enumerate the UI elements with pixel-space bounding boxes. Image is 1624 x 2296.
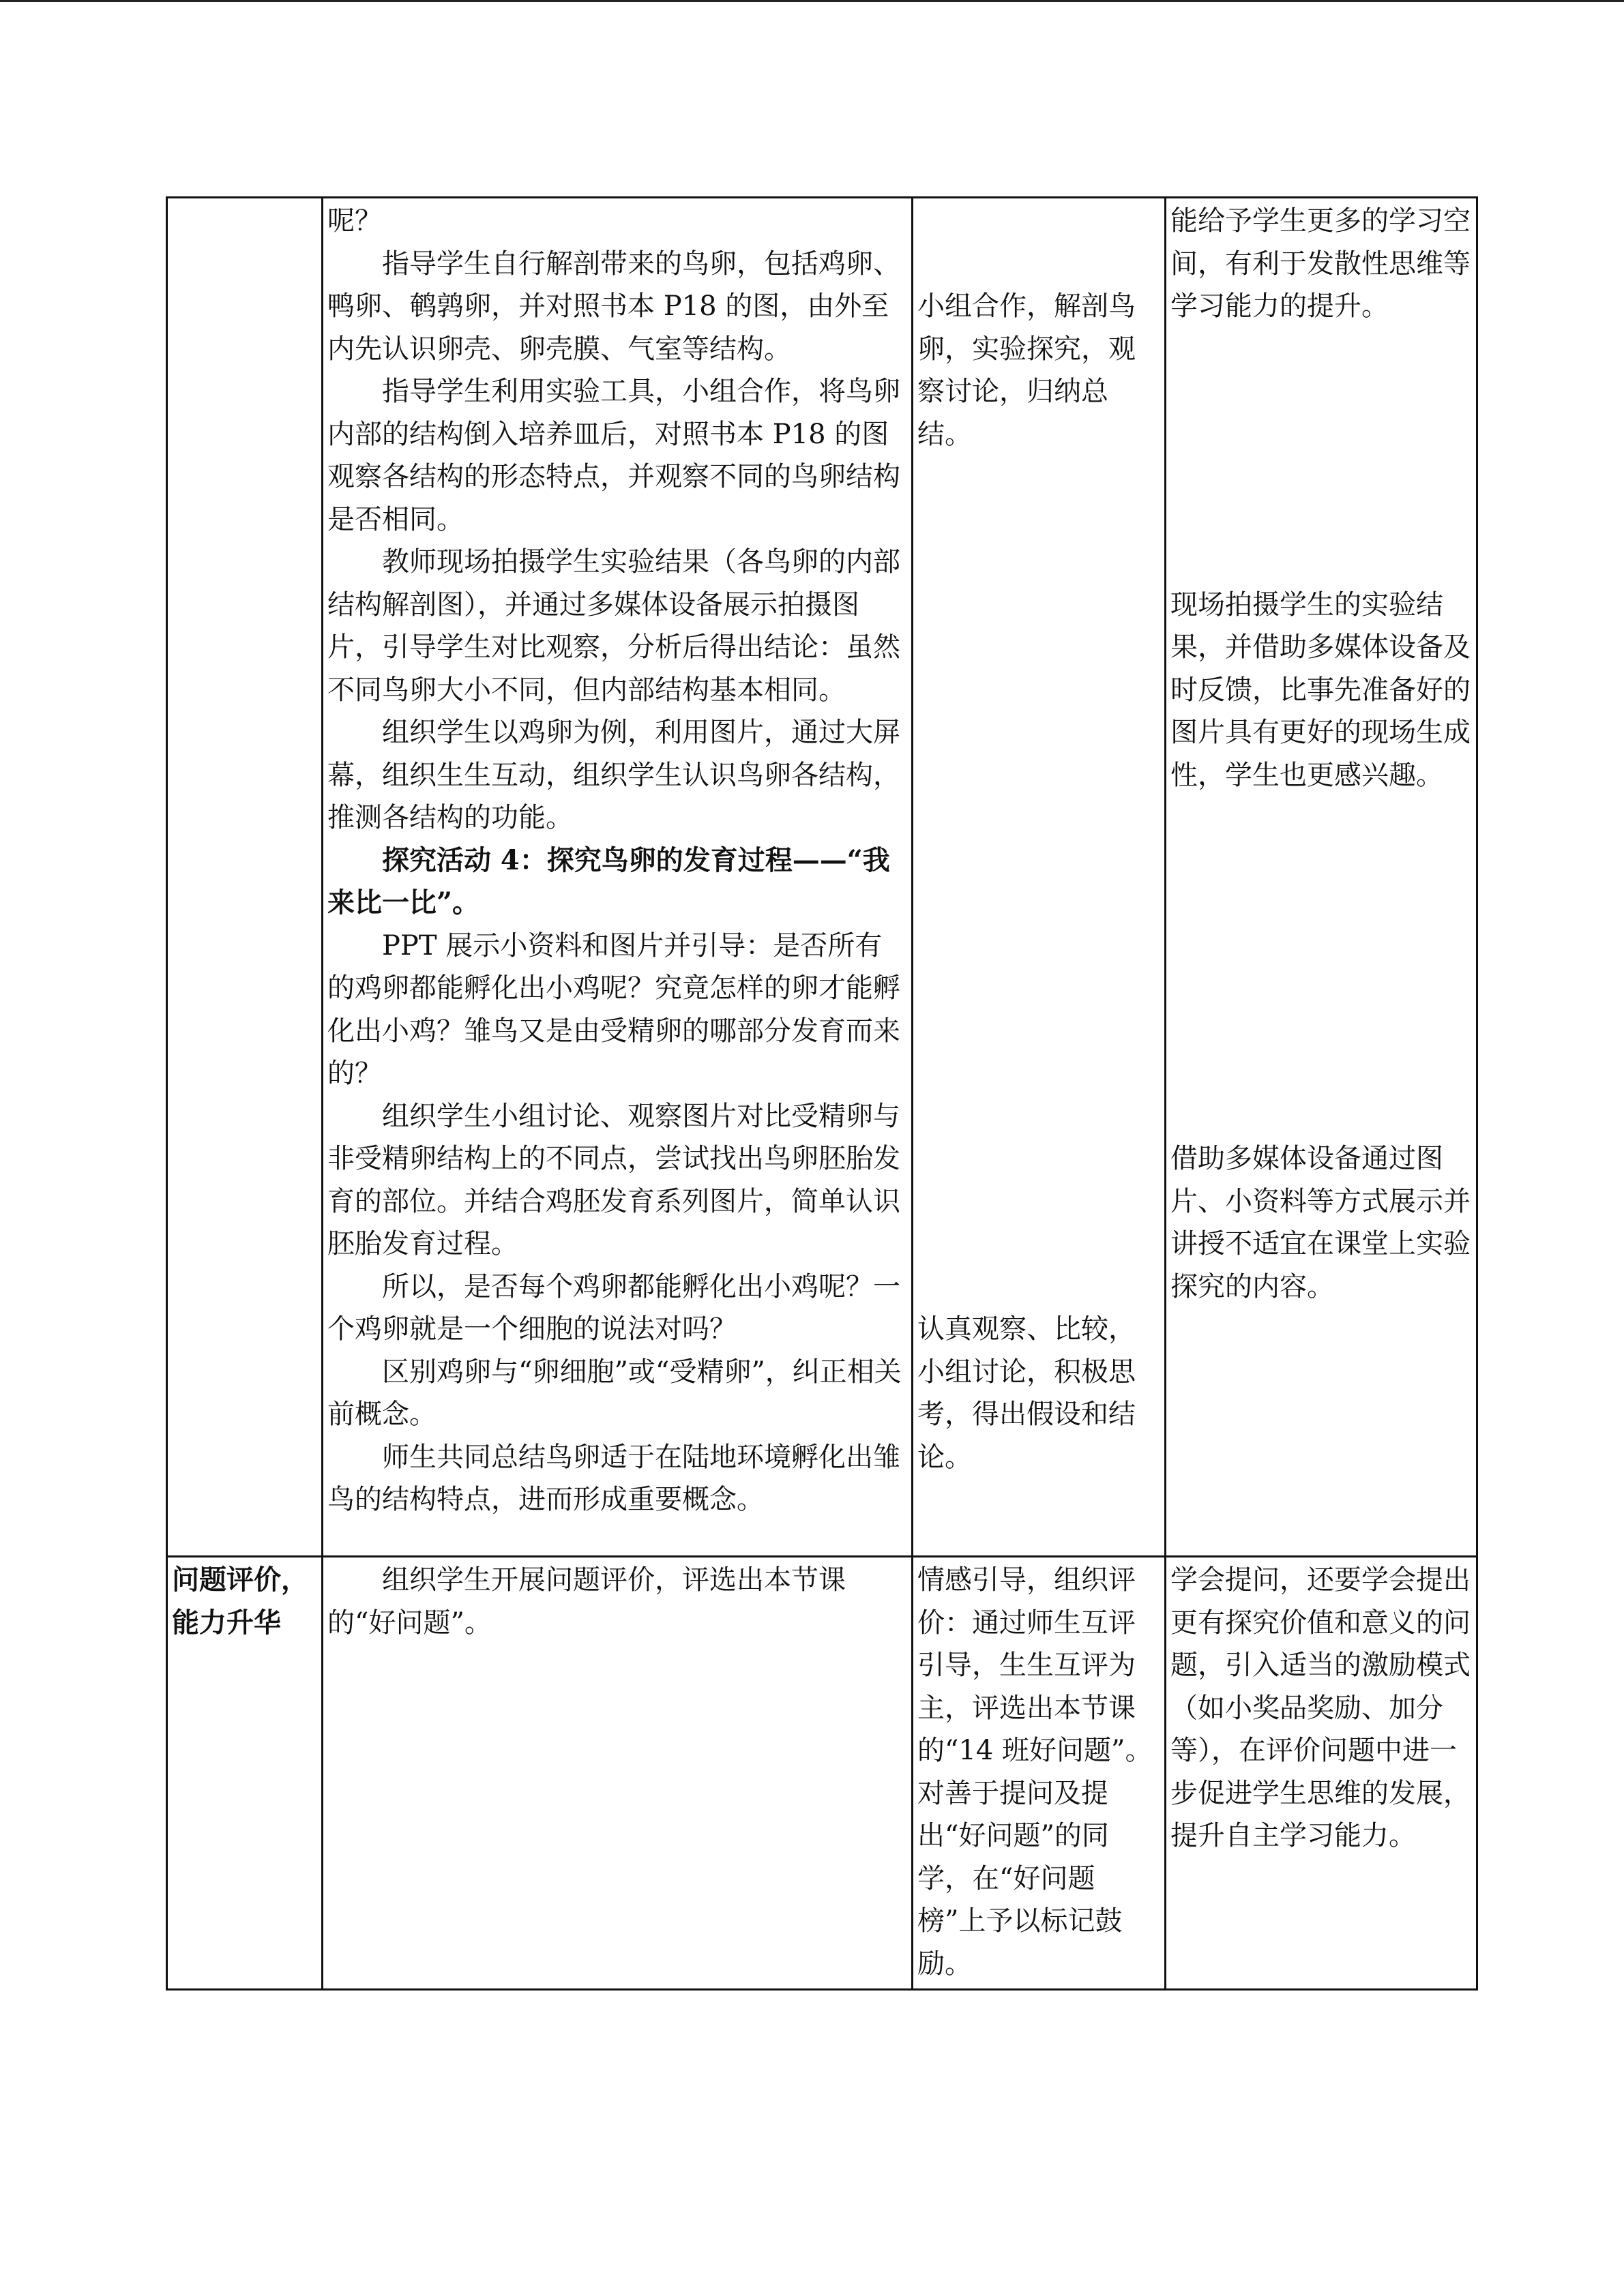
teacher-paragraph: 指导学生自行解剖带来的鸟卵，包括鸡卵、鸭卵、鹌鹑卵，并对照书本 P18 的图，由外至内先认识卵壳、卵壳膜、气室等结构。 bbox=[327, 248, 900, 365]
teacher-paragraph: 组织学生开展问题评价，评选出本节课的“好问题”。 bbox=[327, 1564, 846, 1639]
intent-paragraph: 学会提问，还要学会提出更有探究价值和意义的问题，引入适当的激励模式（如小奖品奖励、加分等），在评价问题中进一步促进学生思维的发展，提升自主学习能力。 bbox=[1170, 1564, 1471, 1851]
phase-cell bbox=[167, 1557, 323, 1990]
teacher-paragraph: 教师现场拍摄学生实验结果（各鸟卵的内部结构解剖图），并通过多媒体设备展示拍摄图片，引导学生对比观察，分析后得出结论：虽然不同鸟卵大小不同，但内部结构基本相同。 bbox=[327, 546, 900, 706]
table-row bbox=[167, 198, 1477, 1557]
student-activity-cell bbox=[913, 198, 1166, 1557]
teacher-paragraph: 所以，是否每个鸡卵都能孵化出小鸡呢？一个鸡卵就是一个细胞的说法对吗？ bbox=[327, 1270, 900, 1345]
teacher-paragraph: 组织学生小组讨论、观察图片对比受精卵与非受精卵结构上的不同点，尝试找出鸟卵胚胎发育的部位。并结合鸡胚发育系列图片，简单认识胚胎发育过程。 bbox=[327, 1100, 900, 1259]
intent-paragraph: 现场拍摄学生的实验结果，并借助多媒体设备及时反馈，比事先准备好的图片具有更好的现场生成性，学生也更感兴趣。 bbox=[1170, 588, 1471, 791]
student-activity-cell bbox=[913, 1557, 1166, 1990]
teacher-activity-cell bbox=[323, 198, 913, 1557]
page-top-border bbox=[0, 0, 1624, 2]
intent-paragraph: 借助多媒体设备通过图片、小资料等方式展示并讲授不适宜在课堂上实验探究的内容。 bbox=[1170, 1143, 1471, 1302]
lesson-plan-table bbox=[166, 196, 1478, 1991]
intent-paragraph: 能给予学生更多的学习空间，有利于发散性思维等学习能力的提升。 bbox=[1170, 205, 1471, 322]
student-paragraph: 小组合作，解剖鸟卵，实验探究，观察讨论，归纳总结。 bbox=[917, 290, 1136, 450]
table-row bbox=[167, 1557, 1477, 1990]
teacher-paragraph: 组织学生以鸡卵为例，利用图片，通过大屏幕，组织生生互动，组织学生认识鸟卵各结构，推测各结构的功能。 bbox=[327, 717, 900, 833]
phase-cell bbox=[167, 198, 323, 1557]
teacher-paragraph: 区别鸡卵与“卵细胞”或“受精卵”，纠正相关前概念。 bbox=[327, 1356, 902, 1430]
teacher-paragraph: 指导学生利用实验工具，小组合作，将鸟卵内部的结构倒入培养皿后，对照书本 P18 的图观察各结构的形态特点，并观察不同的鸟卵结构是否相同。 bbox=[327, 376, 900, 535]
activity-heading: 探究活动 4：探究鸟卵的发育过程——“我来比一比”。 bbox=[327, 844, 890, 919]
design-intent-cell bbox=[1166, 198, 1477, 1557]
teacher-paragraph: PPT 展示小资料和图片并引导：是否所有的鸡卵都能孵化出小鸡呢？究竟怎样的卵才能孵化出小鸡？雏鸟又是由受精卵的哪部分发育而来的？ bbox=[327, 929, 900, 1089]
teacher-paragraph: 呢？ bbox=[327, 205, 382, 237]
student-paragraph: 认真观察、比较，小组讨论，积极思考，得出假设和结论。 bbox=[917, 1313, 1136, 1473]
design-intent-cell bbox=[1166, 1557, 1477, 1990]
phase-label: 问题评价，能力升华 bbox=[172, 1564, 308, 1639]
teacher-paragraph: 师生共同总结鸟卵适于在陆地环境孵化出雏鸟的结构特点，进而形成重要概念。 bbox=[327, 1441, 900, 1515]
student-paragraph: 情感引导，组织评价：通过师生互评引导，生生互评为主，评选出本节课的“14 班好问题”。对善于提问及提出“好问题”的同学，在“好问题榜”上予以标记鼓励。 bbox=[917, 1564, 1153, 1980]
teacher-activity-cell bbox=[323, 1557, 913, 1990]
